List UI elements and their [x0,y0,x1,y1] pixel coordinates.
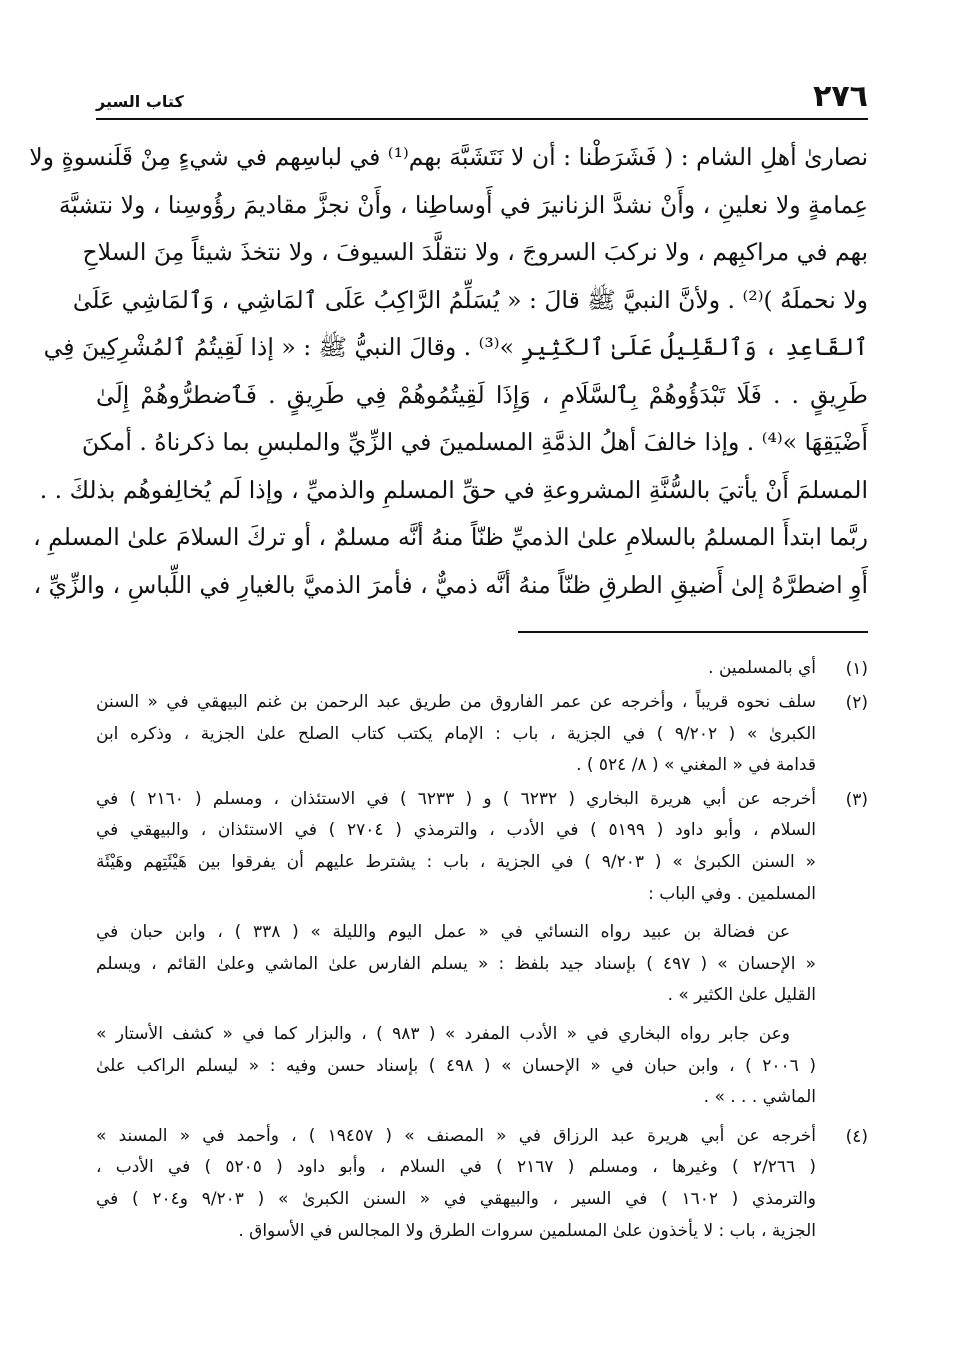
footnote-body [96,687,816,782]
footnote-3 [96,784,868,910]
body-line: أَضْيَقِهَا »⁽⁴⁾ . وإذا خالفَ أهلُ الذمَّةِ المسلمينَ في الزِّيِّ والملبسِ بما ذكرناهُ . أمكنَ [81,428,868,456]
footnote-line: عن فضالة بن عبيد رواه النسائي في « عمل اليوم والليلة » ( ٣٣٨ ) ، وابن حبان في [96,922,790,943]
footnote-line: القليل علىٰ الكثير » . [667,985,816,1006]
footnote-line: المسلمين . وفي الباب : [648,883,816,904]
running-title: كتاب السير [96,92,184,111]
footnote-3-continuation [96,917,868,1012]
footnote-1 [96,653,868,685]
footnote-line: السلام ، وأبو داود ( ٥١٩٩ ) في الأدب ، والترمذي ( ٢٧٠٤ ) في الاستئذان ، والبيهقي في [96,820,816,841]
footnote-marker: (١) [845,659,868,679]
body-line: ربَّما ابتدأَ المسلمُ بالسلامِ علىٰ الذميِّ ظنّاً منهُ أنَّه مسلمٌ ، أو تركَ السلامَ علىٰ المسلمِ ، [33,523,868,551]
footnote-line: « السنن الكبرىٰ » ( ٩/٢٠٣ ) في الجزية ، باب : يشترط عليهم أن يفرقوا بين هَيْئَتِهم وهَيْئَة [96,851,816,872]
footnote-body [96,653,816,685]
body-line: طَرِيقٍ . . فَلَا تَبْدَؤُوهُمْ بِٱلسَّلَامِ ، وَإِذَا لَقِيتُمُوهُمْ فِي طَرِيقٍ . فَٱضطرُّوهُمْ إِلَىٰ [96,380,868,409]
footnote-marker: (٤) [845,1126,868,1147]
footnote-line: الكبرىٰ » ( ٩/٢٠٢ ) في الجزية ، باب : الإمام يكتب كتاب الصلح علىٰ الجزية ، وذكره ابن [96,723,816,744]
footnote-line: ( ٢/٢٦٦ ) وغيرها ، ومسلم ( ٢١٦٧ ) في السلام ، وأبو داود ( ٥٢٠٥ ) في الأدب ، [96,1157,816,1178]
footnote-line: والترمذي ( ١٦٠٢ ) في السير ، والبيهقي في « السنن الكبرىٰ » ( ٩/٢٠٣ و٢٠٤ ) في [96,1188,816,1209]
footnote-body [96,784,816,910]
footnote-line: سلف نحوه قريباً ، وأخرجه عن عمر الفاروق من طريق عبد الرحمن بن غنم البيهقي في « السنن [96,692,816,712]
footnote-2 [96,687,868,782]
footnote-3-continuation [96,1019,868,1114]
footnote-body [96,1019,816,1114]
footnotes [96,653,868,1247]
footnote-separator [518,631,868,633]
footnote-line: أخرجه عن أبي هريرة البخاري ( ٦٢٣٢ ) و ( ٦٢٣٣ ) في الاستئذان ، ومسلم ( ٢١٦٠ ) في [96,788,816,809]
page-header [96,76,868,112]
header-rule [96,118,868,120]
footnote-line: الماشي . . . » . [703,1087,816,1108]
body-line: بهم في مراكبِهم ، ولا نركبَ السروجَ ، ولا نتقلَّدَ السيوفَ ، ولا نتخذَ شيئاً مِنَ السلاحِ [82,238,868,266]
body-line: المسلمَ أَنْ يأتيَ بالسُّنَّةِ المشروعةِ في حقِّ المسلمِ والذميِّ ، وإذا لَم يُخالِفوهُم بذلكَ . . [39,475,868,504]
footnote-line: الجزية ، باب : لا يأخذون علىٰ المسلمين سروات الطرق ولا المجالس في الأسواق . [238,1220,816,1241]
footnote-marker: (٢) [845,693,868,713]
body-line: ٱلقَاعِدِ ، وَٱلقَلِيلُ عَلَىٰ ٱلكَثِيرِ »⁽³⁾ . وقالَ النبيُّ ﷺ : « إذا لَقِيتُمُ ٱلمُشْرِكِينَ فِي [43,333,868,361]
footnote-line: وعن جابر رواه البخاري في « الأدب المفرد » ( ٩٨٣ ) ، والبزار كما في « كشف الأستار » [96,1023,791,1044]
footnote-line: أخرجه عن أبي هريرة عبد الرزاق في « المصنف » ( ١٩٤٥٧ ) ، وأحمد في « المسند » [96,1125,817,1146]
body-line: ولا نحملَهُ )⁽²⁾ . ولأنَّ النبيَّ ﷺ قالَ : « يُسَلِّمُ الرَّاكِبُ عَلَى ٱلمَاشِي ، وَٱلمَاشِي عَلَىٰ [72,285,868,314]
footnote-line: « الإحسان » ( ٤٩٧ ) بإسناد جيد بلفظ : « يسلم الفارس علىٰ الماشي وعلىٰ القائم ، ويسلم [96,953,816,974]
body-text [29,134,868,609]
footnote-body [96,1121,816,1247]
footnote-line: قدامة في « المغني » ( ٨/ ٥٢٤ ) . [576,755,816,776]
footnote-line: أي بالمسلمين . [708,658,816,678]
body-line: عِمامةٍ ولا نعلينِ ، وأَنْ نشدَّ الزنانيرَ في أَوساطِنا ، وأَنْ نجزَّ مقاديمَ رؤُوسِنا ، ولا نتشبَّهَ [58,190,868,219]
footnote-body [96,917,816,1012]
footnote-marker-spacer [816,917,868,1012]
page-number: ٢٧٦ [813,79,868,114]
body-line: نصارىٰ أهلِ الشام : ( فَشَرَطْنا : أن لا نَتَشَبَّهَ بهم⁽¹⁾ في لباسِهم في شيءٍ مِنْ قَلَنسوةٍ ولا [29,143,868,171]
footnote-marker: (٣) [845,789,868,810]
footnote-4 [96,1121,868,1247]
footnote-marker-spacer [816,1019,868,1114]
body-line: أَوِ اضطرَّهُ إلىٰ أَضيقِ الطرقِ ظنّاً منهُ أنَّه ذميٌّ ، فأمرَ الذميَّ بالغيارِ في اللِّباسِ ، والزِّيِّ ، [33,570,868,599]
footnote-line: ( ٢٠٠٦ ) ، وابن حبان في « الإحسان » ( ٤٩٨ ) بإسناد حسن وفيه : « ليسلم الراكب علىٰ [96,1055,816,1076]
